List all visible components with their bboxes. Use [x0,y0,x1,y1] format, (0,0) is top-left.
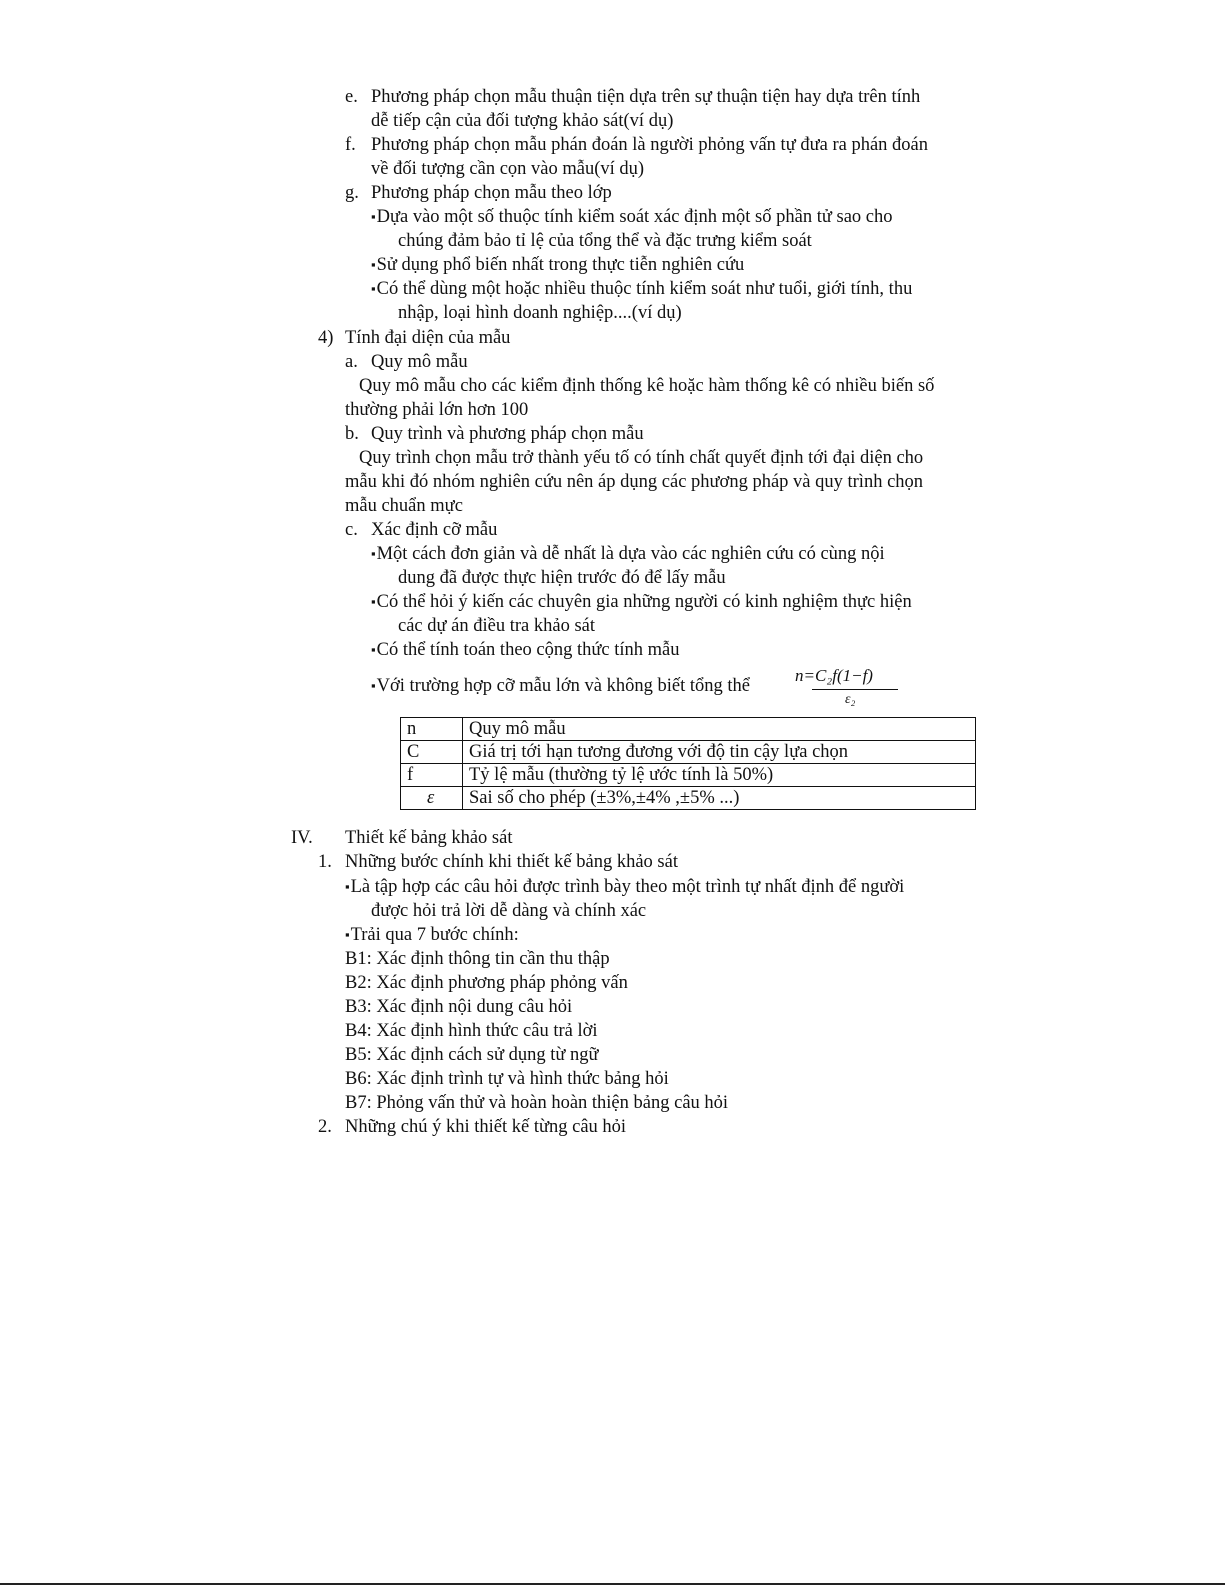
formula-numerator: n=C₂f(1−f) [795,666,873,685]
sectionIV-item1-title: Những bước chính khi thiết kế bảng khảo sát [345,852,678,872]
step-item: B3: Xác định nội dung câu hỏi [345,997,573,1017]
bullet-item: ▪Dựa vào một số thuộc tính kiểm soát xác định một số phần tử sao cho [371,207,893,227]
sectionIV-item2-title: Những chú ý khi thiết kế từng câu hỏi [345,1117,627,1137]
method-g-title: Phương pháp chọn mẫu theo lớp [371,183,612,203]
bullet-icon: ▪ [371,546,376,561]
step-item: B1: Xác định thông tin cần thu thập [345,949,610,969]
bullet-item: ▪Có thể tính toán theo cộng thức tính mẫu [371,640,680,660]
bullet-icon: ▪ [345,879,350,894]
method-e-line1: Phương pháp chọn mẫu thuận tiện dựa trên sự thuận tiện hay dựa trên tính [371,87,921,107]
paragraph-line: thường phải lớn hơn 100 [345,400,529,420]
section4-a-title: Quy mô mẫu [371,352,468,372]
bullet-continuation: dung đã được thực hiện trước đó để lấy mẫu [398,568,726,588]
step-item: B4: Xác định hình thức câu trả lời [345,1021,598,1041]
method-f-line2: về đối tượng cần cọn vào mẫu(ví dụ) [371,159,645,179]
bullet-item: ▪Một cách đơn giản và dễ nhất là dựa vào các nghiên cứu có cùng nội [371,544,885,564]
table-cell-meaning: Sai số cho phép (±3%,±4% ,±5% ...) [463,787,976,810]
method-f-line1: Phương pháp chọn mẫu phán đoán là người phỏng vấn tự đưa ra phán đoán [371,135,929,155]
bullet-item: ▪Trải qua 7 bước chính: [345,925,519,945]
bullet-continuation: các dự án điều tra khảo sát [398,616,595,636]
bullet-icon: ▪ [371,257,376,272]
table-cell-meaning: Tỷ lệ mẫu (thường tỷ lệ ước tính là 50%) [463,764,976,787]
step-item: B5: Xác định cách sử dụng từ ngữ [345,1045,599,1065]
list-marker: g. [345,183,359,203]
formula-denominator: ε₂ [845,692,856,707]
section-marker: IV. [291,828,313,848]
table-cell-meaning: Quy mô mẫu [463,718,976,741]
paragraph-line: mẫu chuẩn mực [345,496,463,516]
variables-table [400,717,976,810]
section-marker: 4) [318,328,334,348]
list-marker: a. [345,352,358,372]
bullet-icon: ▪ [371,209,376,224]
section4-c-title: Xác định cỡ mẫu [371,520,498,540]
table-cell-symbol: ε [401,787,463,810]
step-item: B6: Xác định trình tự và hình thức bảng hỏi [345,1069,669,1089]
bullet-icon: ▪ [371,678,376,693]
step-item: B2: Xác định phương pháp phỏng vấn [345,973,628,993]
bullet-icon: ▪ [345,927,350,942]
bullet-continuation: được hỏi trả lời dễ dàng và chính xác [371,901,647,921]
method-e-line2: dễ tiếp cận của đối tượng khảo sát(ví dụ) [371,111,674,131]
sectionIV-title: Thiết kế bảng khảo sát [345,828,513,848]
section4-b-title: Quy trình và phương pháp chọn mẫu [371,424,644,444]
table-row [401,718,976,741]
bullet-icon: ▪ [371,281,376,296]
table-row [401,764,976,787]
table-cell-meaning: Giá trị tới hạn tương đương với độ tin cậy lựa chọn [463,741,976,764]
sample-size-formula [790,664,898,708]
bullet-icon: ▪ [371,594,376,609]
list-marker: 1. [318,852,332,872]
list-marker: b. [345,424,359,444]
table-cell-symbol: n [401,718,463,741]
list-marker: e. [345,87,358,107]
step-item: B7: Phỏng vấn thử và hoàn hoàn thiện bảng câu hỏi [345,1093,729,1113]
paragraph-line: Quy mô mẫu cho các kiểm định thống kê hoặc hàm thống kê có nhiều biến số [359,376,935,396]
list-marker: f. [345,135,356,155]
bullet-continuation: nhập, loại hình doanh nghiệp....(ví dụ) [398,303,682,323]
bullet-item: ▪Với trường hợp cỡ mẫu lớn và không biết tổng thể [371,676,750,696]
section4-title: Tính đại diện của mẫu [345,328,511,348]
table-cell-symbol: f [401,764,463,787]
list-marker: 2. [318,1117,332,1137]
table-row [401,787,976,810]
table-row [401,741,976,764]
bullet-item: ▪Là tập hợp các câu hỏi được trình bày theo một trình tự nhất định để người [345,877,905,897]
bullet-item: ▪Có thể hỏi ý kiến các chuyên gia những người có kinh nghiệm thực hiện [371,592,912,612]
bullet-item: ▪Có thể dùng một hoặc nhiều thuộc tính kiểm soát như tuổi, giới tính, thu [371,279,913,299]
table-cell-symbol: C [401,741,463,764]
paragraph-line: mẫu khi đó nhóm nghiên cứu nên áp dụng các phương pháp và quy trình chọn [345,472,924,492]
bullet-item: ▪Sử dụng phổ biến nhất trong thực tiễn nghiên cứu [371,255,745,275]
list-marker: c. [345,520,358,540]
bullet-continuation: chúng đảm bảo tỉ lệ của tổng thể và đặc trưng kiểm soát [398,231,812,251]
bullet-icon: ▪ [371,642,376,657]
paragraph-line: Quy trình chọn mẫu trở thành yếu tố có tính chất quyết định tới đại diện cho [359,448,924,468]
